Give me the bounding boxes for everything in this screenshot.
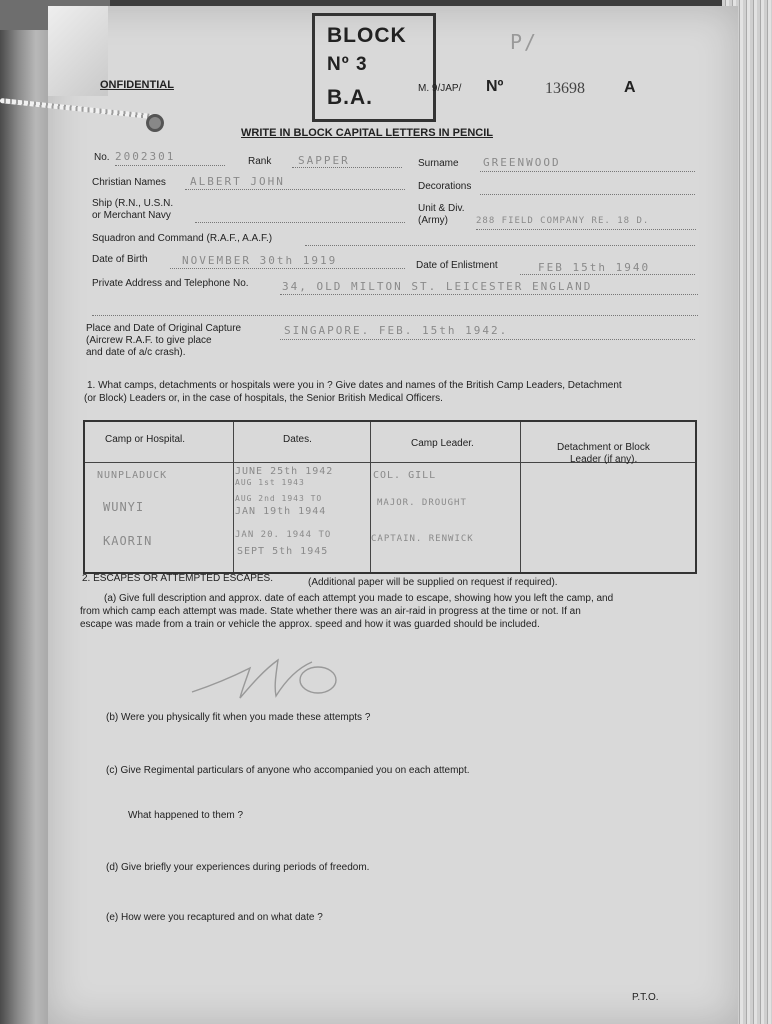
unit-label-2: (Army) — [418, 215, 448, 226]
christian-names-label: Christian Names — [92, 177, 166, 188]
form-number: 13698 — [545, 80, 585, 97]
col-camp: Camp or Hospital. — [105, 434, 186, 445]
question-2a-line-3: escape was made from a train or vehicle the approx. speed and how it was guarded should be included. — [80, 619, 540, 630]
no-label: No. — [94, 152, 110, 163]
capture-label-2: (Aircrew R.A.F. to give place — [86, 335, 212, 346]
ship-label: Ship (R.N., U.S.N. — [92, 198, 174, 209]
stamp-line-3: B.A. — [327, 86, 373, 109]
col-detachment: Detachment or Block — [557, 442, 650, 453]
col-dates: Dates. — [283, 434, 312, 445]
capture-value: SINGAPORE. FEB. 15th 1942. — [284, 324, 509, 337]
question-2b: (b) Were you physically fit when you made these attempts ? — [106, 712, 371, 723]
capture-label-3: and date of a/c crash). — [86, 347, 186, 358]
rank-value: SAPPER — [298, 154, 350, 167]
form-series: A — [624, 79, 636, 96]
row-2-camp: WUNYI — [103, 500, 145, 514]
question-2a-line-1: (a) Give full description and approx. date of each attempt you made to escape, showing how you left the camp, and — [104, 593, 614, 604]
col-leader: Camp Leader. — [411, 438, 474, 449]
number-label: Nº — [486, 78, 504, 95]
unit-value: 288 FIELD COMPANY RE. 18 D. — [476, 216, 650, 226]
stamp-line-2: Nº 3 — [327, 54, 368, 75]
instruction-heading: WRITE IN BLOCK CAPITAL LETTERS IN PENCIL — [241, 127, 493, 139]
enlistment-value: FEB 15th 1940 — [538, 261, 651, 274]
address-label: Private Address and Telephone No. — [92, 278, 249, 289]
row-1-leader: COL. GILL — [373, 470, 437, 481]
christian-names-value: ALBERT JOHN — [190, 175, 285, 188]
question-2-note: (Additional paper will be supplied on request if required). — [308, 577, 558, 588]
surname-label: Surname — [418, 158, 459, 169]
question-2e: (e) How were you recaptured and on what date ? — [106, 912, 323, 923]
decorations-label: Decorations — [418, 181, 472, 192]
no-value: 2002301 — [115, 150, 176, 163]
address-value: 34, OLD MILTON ST. LEICESTER ENGLAND — [282, 280, 593, 293]
row-3-camp: KAORIN — [103, 534, 153, 548]
row-3-date-2: SEPT 5th 1945 — [237, 546, 329, 557]
question-2c: (c) Give Regimental particulars of anyone who accompanied you on each attempt. — [106, 765, 470, 776]
answer-text — [270, 690, 275, 691]
row-3-leader: CAPTAIN. RENWICK — [371, 534, 474, 544]
handwritten-answer-no — [190, 650, 350, 710]
unit-label: Unit & Div. — [418, 203, 465, 214]
capture-label: Place and Date of Original Capture — [86, 323, 242, 334]
question-2d: (d) Give briefly your experiences during periods of freedom. — [106, 862, 370, 873]
row-2-leader: MAJOR. DROUGHT — [377, 498, 467, 508]
dob-label: Date of Birth — [92, 254, 148, 265]
row-3-date-1: JAN 20. 1944 TO — [235, 530, 332, 540]
pto-label: P.T.O. — [632, 992, 659, 1003]
question-2-title: 2. ESCAPES OR ATTEMPTED ESCAPES. — [82, 573, 273, 584]
question-what-happened: What happened to them ? — [128, 810, 244, 821]
dob-value: NOVEMBER 30th 1919 — [182, 254, 338, 267]
block-stamp — [312, 13, 436, 122]
row-1-date-2: AUG 1st 1943 — [235, 478, 305, 487]
row-2-date-2: JAN 19th 1944 — [235, 506, 327, 517]
col-detachment-2: Leader (if any). — [570, 454, 638, 465]
squadron-label: Squadron and Command (R.A.F., A.A.F.) — [92, 233, 273, 244]
page-corner-fold — [48, 6, 108, 96]
pencil-mark: P/ — [510, 30, 539, 54]
rank-label: Rank — [248, 156, 272, 167]
eyelet-icon — [146, 114, 164, 132]
question-1: 1. What camps, detachments or hospitals were you in ? Give dates and names of the British Camp Leaders, Detachment — [87, 380, 622, 391]
stamp-line-1: BLOCK — [327, 24, 407, 47]
ship-label-2: or Merchant Navy — [92, 210, 171, 221]
question-1-cont: (or Block) Leaders or, in the case of hospitals, the Senior British Medical Officers. — [84, 393, 443, 404]
enlistment-label: Date of Enlistment — [416, 260, 498, 271]
row-2-date-1: AUG 2nd 1943 TO — [235, 494, 323, 503]
camps-table — [83, 420, 697, 574]
form-code: M. 9/JAP/ — [418, 83, 462, 94]
row-1-camp: NUNPLADUCK — [97, 470, 168, 481]
row-1-date-1: JUNE 25th 1942 — [235, 466, 334, 477]
surname-value: GREENWOOD — [483, 156, 561, 169]
question-2a-line-2: from which camp each attempt was made. State whether there was an air-raid in progress at the time or not. If an — [80, 606, 581, 617]
confidential-heading: ONFIDENTIAL — [100, 79, 174, 91]
